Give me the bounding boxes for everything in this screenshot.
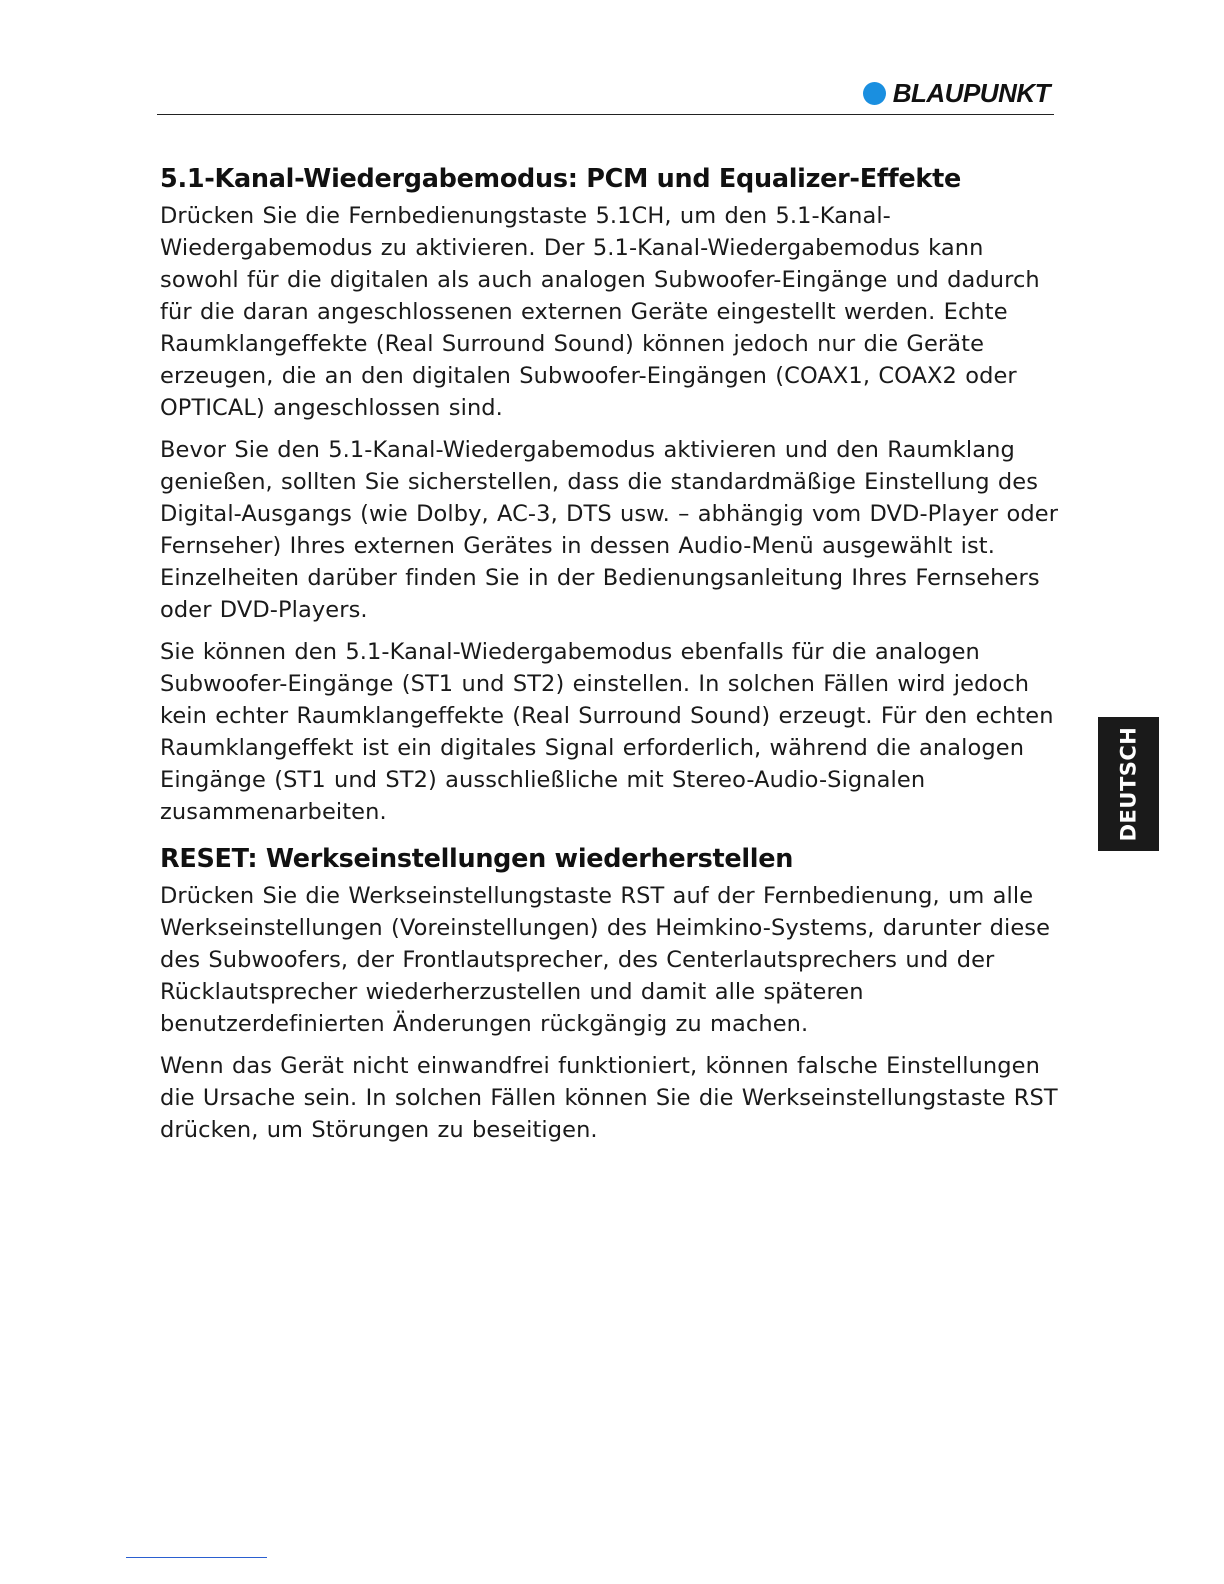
footer-rule [126, 1557, 267, 1558]
paragraph: Bevor Sie den 5.1-Kanal-Wiedergabemodus aktivieren und den Raumklang genießen, sollten Sie sicherstellen, dass die standardmäßige Einstellung des Digital-Ausgangs (wie Dolby, AC-3, DTS usw. – abhängig vom DVD-Player oder Fernseher) Ihres externen Gerätes in dessen Audio-Menü ausgewählt ist. Einzelheiten darüber finden Sie in der Bedienungsanleitung Ihres Fernsehers oder DVD-Players. [160, 437, 1059, 623]
brand-name: BLAUPUNKT [892, 78, 1050, 108]
brand-dot-icon [863, 82, 886, 105]
paragraph: Wenn das Gerät nicht einwandfrei funktioniert, können falsche Einstellungen die Ursache sein. In solchen Fällen können Sie die Werkseinstellungstaste RST drücken, um Störungen zu beseitigen. [160, 1053, 1058, 1143]
main-content [160, 162, 1060, 1156]
paragraph: Drücken Sie die Werkseinstellungstaste RST auf der Fernbedienung, um alle Werkseinstellungen (Voreinstellungen) des Heimkino-Systems, darunter diese des Subwoofers, der Frontlautsprecher, des Centerlautsprechers und der Rücklautsprecher wiederherzustellen und damit alle späteren benutzerdefinierten Änderungen rückgängig zu machen. [160, 883, 1051, 1037]
paragraph: Drücken Sie die Fernbedienungstaste 5.1CH, um den 5.1-Kanal-Wiedergabemodus zu aktivieren. Der 5.1-Kanal-Wiedergabemodus kann sowohl für die digitalen als auch analogen Subwoofer-Eingänge und dadurch für die daran angeschlossenen externen Geräte eingestellt werden. Echte Raumklangeffekte (Real Surround Sound) können jedoch nur die Geräte erzeugen, die an den digitalen Subwoofer-Eingängen (COAX1, COAX2 oder OPTICAL) angeschlossen sind. [160, 203, 1040, 421]
paragraph: Sie können den 5.1-Kanal-Wiedergabemodus ebenfalls für die analogen Subwoofer-Eingänge (ST1 und ST2) einstellen. In solchen Fällen wird jedoch kein echter Raumklangeffekte (Real Surround Sound) erzeugt. Für den echten Raumklangeffekt ist ein digitales Signal erforderlich, während die analogen Eingänge (ST1 und ST2) ausschließliche mit Stereo-Audio-Signalen zusammenarbeiten. [160, 639, 1054, 825]
brand-logo [863, 78, 1050, 109]
section-title-reset: RESET: Werkseinstellungen wiederherstellen [160, 844, 794, 874]
language-tab-label: DEUTSCH [1116, 726, 1141, 842]
page-header [157, 74, 1054, 115]
language-side-tab [1098, 717, 1159, 851]
section-title-51-kanal: 5.1-Kanal-Wiedergabemodus: PCM und Equalizer-Effekte [160, 164, 961, 194]
